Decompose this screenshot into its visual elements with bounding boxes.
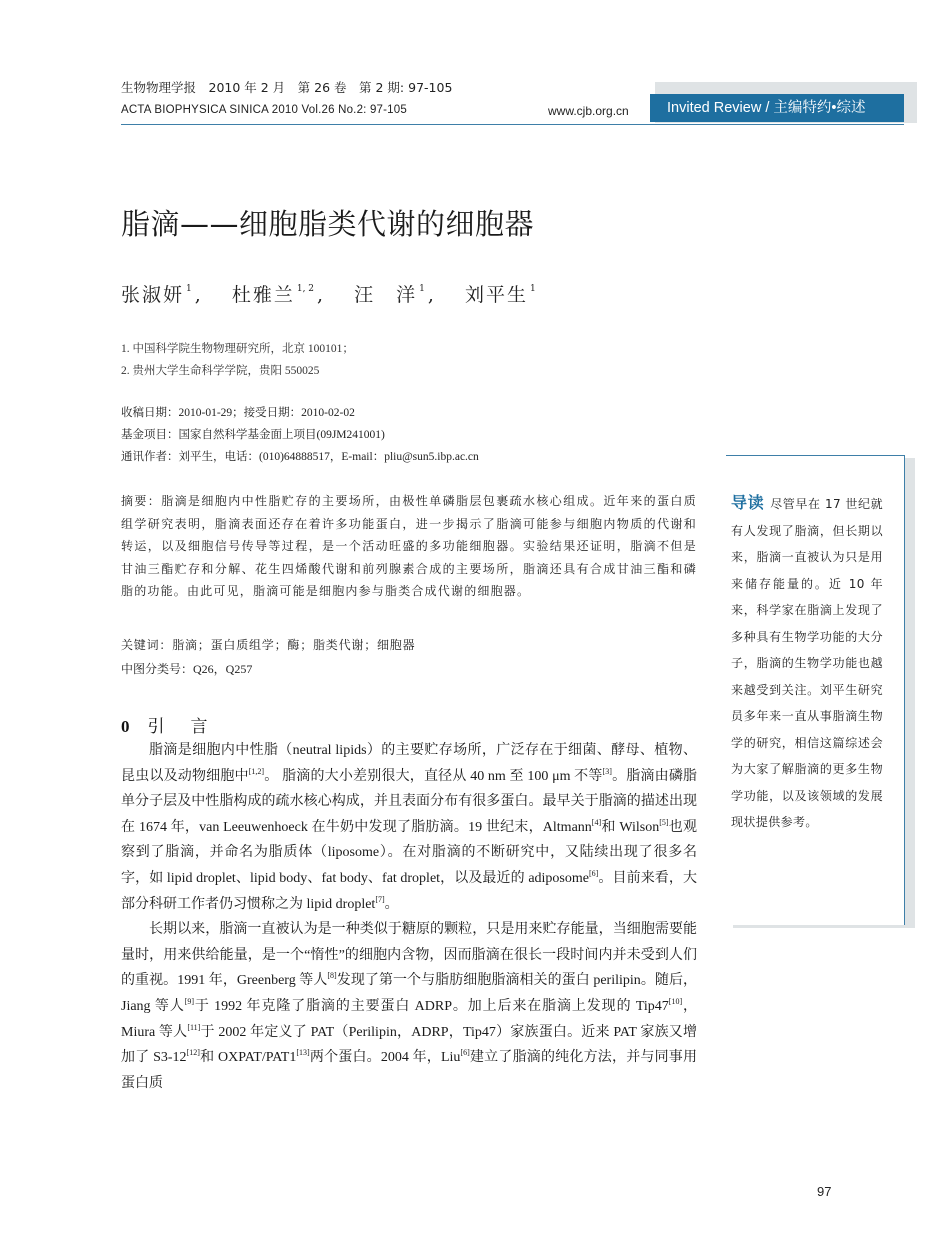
author-affiliation-mark: 1 [530,284,536,294]
text-run: 和 OXPAT/PAT1 [199,1050,297,1066]
text-run: 。 脂滴的大小差别很大，直径从 40 nm 至 100 μm 不等 [264,768,603,784]
citation: [12] [186,1048,200,1058]
citation: [6] [460,1048,470,1058]
author-name: 张淑妍 [121,284,185,306]
citation: [5] [659,817,669,827]
author-name: 刘平生 [464,284,528,306]
author-affiliation-mark: 1, 2 [296,284,315,294]
guide-heading: 导读 [731,493,765,512]
affiliation-1: 1. 中国科学院生物物理研究所，北京 100101； [121,343,354,355]
journal-website[interactable]: www.cjb.org.cn [548,104,629,118]
section-title: 引言 [147,717,234,737]
text-run: ，Miura 等人 [121,998,697,1040]
section-number: 0 [121,717,130,736]
funding-info: 基金项目：国家自然科学基金面上项目(09JM241001) [121,429,385,441]
body-text [121,738,697,1096]
affiliation-2: 2. 贵州大学生命科学学院，贵阳 550025 [121,365,320,377]
invited-review-badge: Invited Review / 主编特约•综述 [650,94,904,122]
author-affiliation-mark: 1 [419,284,425,294]
citation: [1,2] [248,766,265,776]
classification-number: 中图分类号：Q26，Q257 [121,662,253,676]
citation: [6] [588,868,599,878]
guide-text [731,490,883,836]
text-run: 两个蛋白。2004 年，Liu [309,1050,461,1066]
corresponding-author: 通讯作者：刘平生，电话：(010)64888517，E-mail：pliu@sun5.ibp.ac.cn [121,451,479,463]
citation: [13] [296,1048,310,1058]
text-run: 脂滴是细胞内中性脂（neutral lipids）的主要贮存场所，广泛存在于细菌、酵母、植物、昆虫以及动物细胞中 [121,743,697,784]
paragraph [121,738,697,917]
abstract-text: 摘要：脂滴是细胞内中性脂贮存的主要场所，由极性单磷脂层包裹疏水核心组成。近年来的蛋白质组学研究表明，脂滴表面还存在着许多功能蛋白，进一步揭示了脂滴可能参与细胞内物质的代谢和转运，以及细胞信号传导等过程，是一个活动旺盛的多功能细胞器。实验结果还证明，脂滴不但是甘油三酯贮存和分解、花生四烯酸代谢和前列腺素合成的主要场所，脂滴还具有合成甘油三酯和磷脂的功能。由此可见，脂滴可能是细胞内参与脂类合成代谢的细胞器。 [121,494,697,598]
text-run: 和 Wilson [601,819,660,835]
section-heading [121,712,234,737]
author-list: 张淑妍 $^1$ , 杜雅兰 $^{1, 2}$ , 汪 洋 $^1$ , 刘平生 $^1$ [121,284,536,306]
citation: [11] [187,1022,201,1032]
text-run: 发现了第一个与脂肪细胞脂滴相关的蛋白 perilipin。随后，Jiang 等人 [121,973,697,1014]
received-date: 收稿日期：2010-01-29；接受日期：2010-02-02 [121,407,355,419]
text-run: 于 2002 年定义了 PAT（Perilipin，ADRP，Tip47）家族蛋白。近来 PAT 家族又增加了 S3-12 [121,1024,698,1066]
author-name: 汪 洋 [354,284,418,306]
keywords: 关键词：脂滴；蛋白质组学；酶；脂类代谢；细胞器 [121,638,416,652]
citation: [3] [602,766,612,776]
text-run: 长期以来，脂滴一直被认为是一种类似于糖原的颗粒，只是用来贮存能量，当细胞需要能量时，用来供给能量，是一个“惰性”的细胞内含物，因而脂滴在很长一段时间内并未受到人们的重视。1991 年，Greenberg 等人 [121,922,697,989]
citation: [9] [184,996,195,1006]
citation: [4] [591,817,602,827]
paragraph [121,917,697,1096]
author-name: 杜雅兰 [231,284,295,306]
guide-body: 尽管早在 17 世纪就有人发现了脂滴，但长期以来，脂滴一直被认为只是用来储存能量的。近 10 年来，科学家在脂滴上发现了多种具有生物学功能的大分子，脂滴的生物学功能也越来越受到关注。刘平生研究员多年来一直从事脂滴生物学的研究，相信这篇综述会为大家了解脂滴的更多生物学功能，以及该领域的发展现状提供参考。 [731,497,883,829]
text-run: 建立了脂滴的纯化方法，并与同事用蛋白质 [121,1050,697,1091]
citation: [7] [375,894,385,904]
page-number: 97 [817,1184,832,1199]
journal-header-cn: 生物物理学报 2010 年 2 月 第 26 卷 第 2 期: 97-105 [121,80,453,95]
citation: [8] [327,971,337,981]
header-divider [121,124,904,125]
text-run: 。目前来看，大部分科研工作者仍习惯称之为 lipid droplet [121,870,697,912]
text-run: 。脂滴由磷脂单分子层及中性脂构成的疏水核心构成，并且表面分布有很多蛋白。最早关于脂滴的描述出现在 1674 年，van Leeuwenhoeck 在牛奶中发现了脂肪滴。19 世纪末，Altmann [121,768,698,835]
text-run: 。 [384,896,399,912]
journal-header-en: ACTA BIOPHYSICA SINICA 2010 Vol.26 No.2: 97-105 [121,104,407,116]
citation: [10] [668,996,683,1006]
text-run: 也观察到了脂滴，并命名为脂质体（liposome）。在对脂滴的不断研究中，又陆续出现了很多名字，如 lipid droplet、lipid body、fat body、fat droplet，以及最近的 adiposome [121,819,698,886]
article-title: 脂滴——细胞脂类代谢的细胞器 [121,207,535,241]
text-run: 于 1992 年克隆了脂滴的主要蛋白 ADRP。加上后来在脂滴上发现的 Tip47 [194,998,669,1014]
author-affiliation-mark: 1 [186,284,192,294]
